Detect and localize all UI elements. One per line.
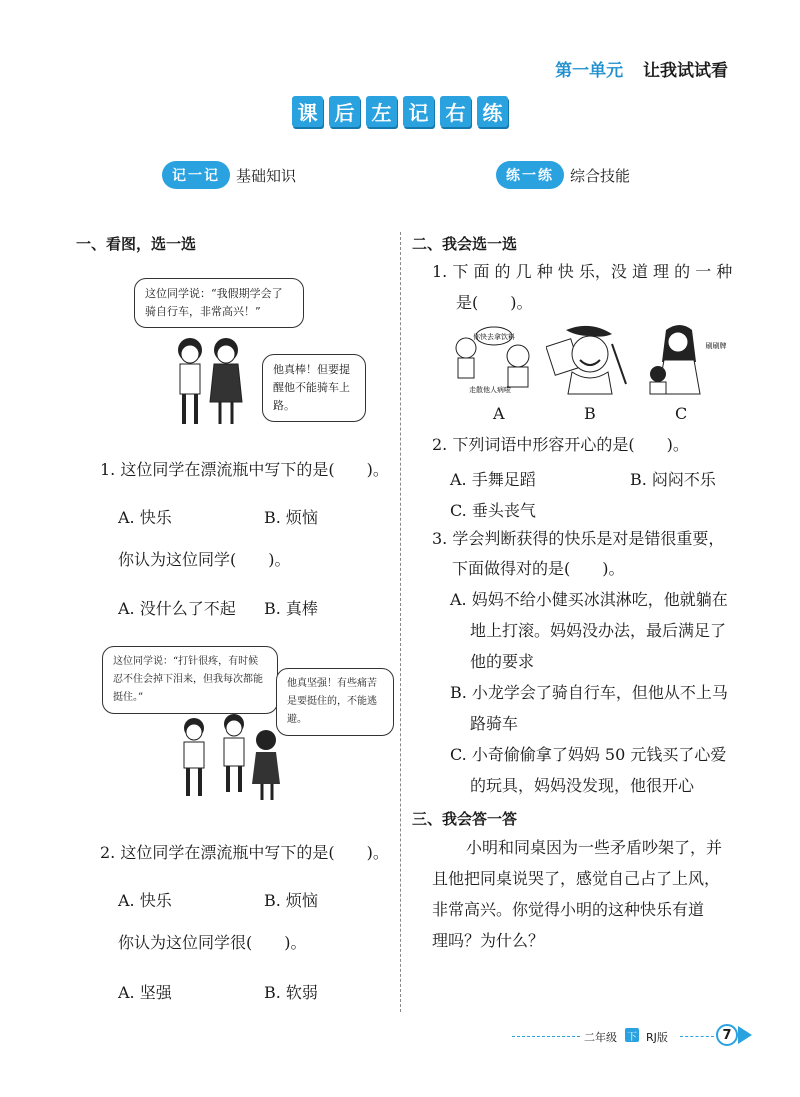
- column-divider: [400, 232, 401, 1012]
- illustration-b: [546, 324, 634, 396]
- option-b: B. 烦恼: [264, 891, 318, 910]
- option-b: B. 软弱: [264, 983, 318, 1002]
- illustration-a: [450, 326, 540, 396]
- right-pill: 练一练: [496, 161, 564, 189]
- unit-number: 第一单元: [555, 61, 624, 81]
- option-a: A. 快乐: [118, 891, 172, 910]
- speech-bubble: [276, 668, 394, 736]
- arrow-right-icon: [738, 1026, 752, 1044]
- option-a-cont: 他的要求: [470, 652, 535, 671]
- page-footer: [512, 1026, 762, 1048]
- option-a: A. 没什么了不起: [118, 599, 236, 618]
- right-heading-text: 综合技能: [570, 166, 631, 185]
- r-question-1-cont: 是( )。: [456, 293, 533, 312]
- left-heading-text: 基础知识: [236, 166, 297, 185]
- banner-char: 后: [329, 96, 360, 127]
- speech-bubble: [134, 278, 304, 328]
- footer-grade: 二年级: [584, 1031, 617, 1044]
- bubble-text: 他真棒！但要提醒他不能骑车上路。: [273, 363, 350, 412]
- option-a-cont: 地上打滚。妈妈没办法，最后满足了: [470, 621, 727, 640]
- paragraph-line: 小明和同桌因为一些矛盾吵架了，并: [466, 838, 723, 857]
- image-label: A: [493, 404, 505, 423]
- option-a: A. 手舞足蹈: [450, 470, 536, 489]
- option-b-cont: 路骑车: [470, 714, 519, 733]
- illus-a-text: 你快去拿饮料: [473, 333, 515, 341]
- option-b: B. 闷闷不乐: [630, 470, 716, 489]
- banner-char: 右: [440, 96, 471, 127]
- option-b: B. 小龙学会了骑自行车，但他从不上马: [450, 683, 728, 702]
- footer-edition: RJ版: [646, 1031, 668, 1044]
- illus-c-text: 刷刷牌: [705, 342, 727, 350]
- image-label: C: [675, 404, 688, 423]
- r-question-2: 2. 下列词语中形容开心的是( )。: [432, 435, 689, 454]
- bubble-text: 这位同学说：“我假期学会了骑自行车，非常高兴！”: [145, 287, 283, 318]
- option-a: A. 快乐: [118, 508, 172, 527]
- option-a: A. 妈妈不给小健买冰淇淋吃，他就躺在: [450, 590, 728, 609]
- bubble-text: 这位同学说：“打针很疼，有时候忍不住会掉下泪来，但我每次都能挺住。”: [113, 656, 263, 703]
- unit-header: [555, 56, 728, 81]
- r-question-3: 3. 学会判断获得的快乐是对是错很重要，: [432, 529, 725, 548]
- footer-dash: [512, 1036, 580, 1037]
- footer-volume: 下: [625, 1028, 639, 1042]
- r-question-1: 1. 下 面 的 几 种 快 乐，没 道 理 的 一 种: [432, 262, 733, 281]
- option-a: A. 坚强: [118, 983, 172, 1002]
- right-section-heading: [496, 161, 630, 189]
- option-b: B. 真棒: [264, 599, 318, 618]
- unit-name: 让我试试看: [643, 61, 728, 81]
- paragraph-line: 且他把同桌说哭了，感觉自己占了上风，: [432, 869, 721, 888]
- left-pill: 记一记: [162, 161, 230, 189]
- children-illustration: [176, 714, 282, 804]
- footer-dash: [680, 1036, 714, 1037]
- image-label: B: [584, 404, 596, 423]
- banner-char: 左: [366, 96, 397, 127]
- speech-bubble: [102, 646, 278, 714]
- illustration-c: [640, 322, 732, 396]
- page-number: 7: [716, 1024, 738, 1046]
- question-1: 1. 这位同学在漂流瓶中写下的是( )。: [100, 460, 389, 479]
- paragraph-line: 理吗？为什么？: [432, 931, 545, 950]
- banner-char: 课: [292, 96, 323, 127]
- bubble-text: 他真坚强！有些痛苦是要挺住的，不能逃避。: [287, 678, 377, 725]
- option-c: C. 垂头丧气: [450, 501, 536, 520]
- banner-char: 记: [403, 96, 434, 127]
- paragraph-line: 非常高兴。你觉得小明的这种快乐有道: [432, 900, 705, 919]
- option-b: B. 烦恼: [264, 508, 318, 527]
- question-1-followup: 你认为这位同学( )。: [118, 550, 291, 569]
- r-question-3-cont: 下面做得对的是( )。: [452, 559, 625, 578]
- speech-bubble: [262, 354, 366, 422]
- banner-char: 练: [477, 96, 508, 127]
- question-2-followup: 你认为这位同学很( )。: [118, 933, 307, 952]
- children-illustration: [168, 332, 252, 432]
- section-1-title: 一、看图，选一选: [76, 235, 197, 253]
- question-2: 2. 这位同学在漂流瓶中写下的是( )。: [100, 843, 389, 862]
- section-3-title: 三、我会答一答: [412, 810, 518, 828]
- left-section-heading: [162, 161, 296, 189]
- banner-title: [0, 96, 800, 127]
- section-2-title: 二、我会选一选: [412, 235, 518, 253]
- illus-a-text: 走散他人病啦: [469, 386, 511, 394]
- option-c: C. 小奇偷偷拿了妈妈 50 元钱买了心爱: [450, 745, 727, 764]
- option-c-cont: 的玩具，妈妈没发现，他很开心: [470, 776, 695, 795]
